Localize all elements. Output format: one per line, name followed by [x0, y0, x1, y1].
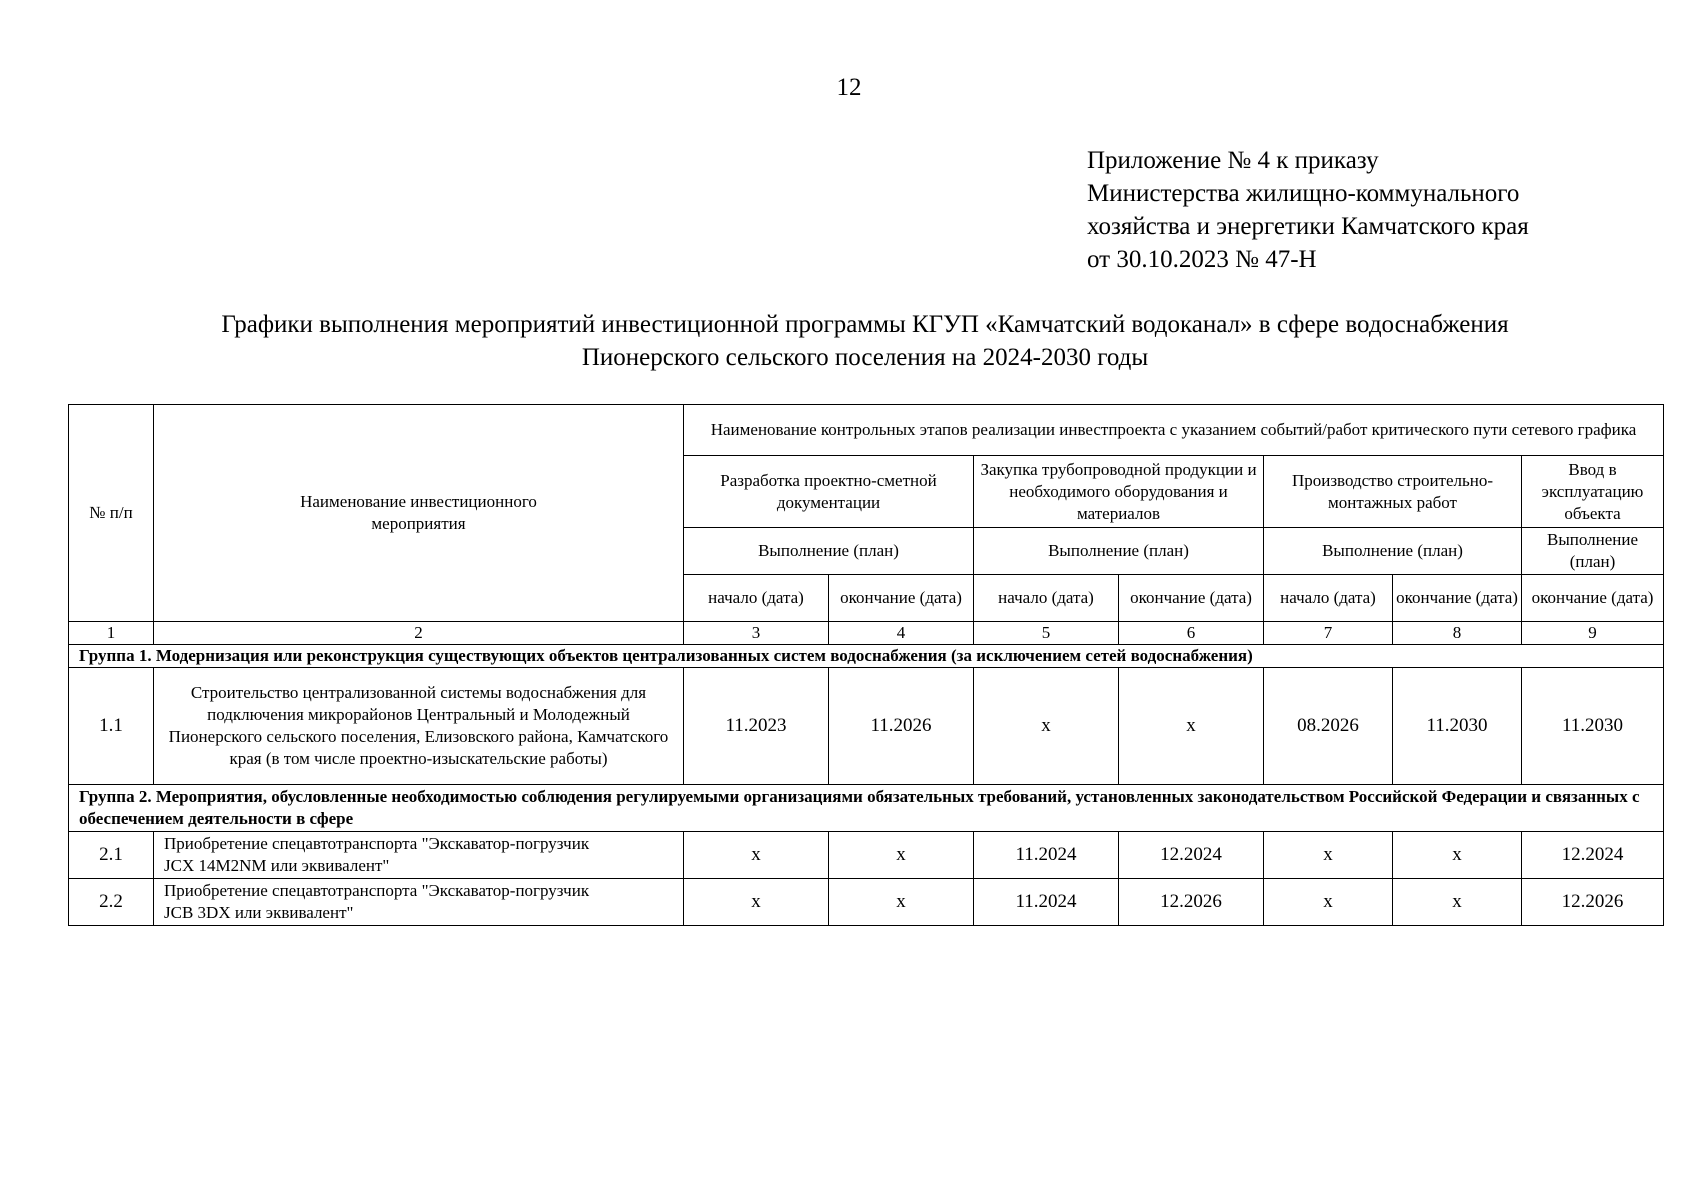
row-name: Приобретение спецавтотранспорта "Экскаватор-погрузчик JCB 3DX или эквивалент": [154, 879, 684, 926]
cell-procurement-start: 11.2024: [974, 879, 1119, 926]
row-number: 2.1: [69, 832, 154, 879]
column-number: 1: [69, 622, 154, 645]
table-row: [69, 668, 1664, 785]
group-2-title: Группа 2. Мероприятия, обусловленные необходимостью соблюдения регулируемыми организациями обязательных требований, установленных законодательством Российской Федерации и связанных с обеспечением деятельности в сфере: [69, 785, 1664, 832]
cell-procurement-end: х: [1119, 668, 1264, 785]
column-number: 9: [1522, 622, 1664, 645]
appendix-line: Министерства жилищно-коммунального: [1087, 180, 1520, 207]
header-end-date: окончание (дата): [1393, 575, 1522, 622]
header-stage-commissioning: Ввод в эксплуатацию объекта: [1522, 456, 1664, 528]
column-number: 4: [829, 622, 974, 645]
column-number: 6: [1119, 622, 1264, 645]
column-number: 3: [684, 622, 829, 645]
cell-construction-start: х: [1264, 879, 1393, 926]
header-execution-plan: Выполнение (план): [684, 528, 974, 575]
row-name: Строительство централизованной системы водоснабжения для подключения микрорайонов Центральный и Молодежный Пионерского сельского поселения, Елизовского района, Камчатского края (в том числе проектно-изыскательские работы): [154, 668, 684, 785]
row-number: 2.2: [69, 879, 154, 926]
schedule-table: [68, 404, 1664, 926]
table-row: [69, 832, 1664, 879]
cell-construction-start: х: [1264, 832, 1393, 879]
column-number: 5: [974, 622, 1119, 645]
header-stage-procurement: Закупка трубопроводной продукции и необходимого оборудования и материалов: [974, 456, 1264, 528]
cell-design-start: х: [684, 832, 829, 879]
header-stage-construction: Производство строительно-монтажных работ: [1264, 456, 1522, 528]
cell-commissioning-end: 11.2030: [1522, 668, 1664, 785]
document-title: [0, 308, 1698, 374]
header-start-date: начало (дата): [684, 575, 829, 622]
header-name: Наименование инвестиционного мероприятия: [154, 405, 684, 622]
cell-commissioning-end: 12.2024: [1522, 832, 1664, 879]
cell-design-end: х: [829, 879, 974, 926]
column-number: 8: [1393, 622, 1522, 645]
cell-design-end: х: [829, 832, 974, 879]
cell-design-start: х: [684, 879, 829, 926]
page-number: 12: [836, 74, 862, 101]
header-num: № п/п: [69, 405, 154, 622]
cell-construction-start: 08.2026: [1264, 668, 1393, 785]
row-number: 1.1: [69, 668, 154, 785]
cell-construction-end: х: [1393, 879, 1522, 926]
appendix-block: [1087, 144, 1529, 276]
cell-procurement-start: 11.2024: [974, 832, 1119, 879]
cell-procurement-start: х: [974, 668, 1119, 785]
header-start-date: начало (дата): [1264, 575, 1393, 622]
appendix-line: от 30.10.2023 № 47-Н: [1087, 246, 1317, 273]
cell-construction-end: 11.2030: [1393, 668, 1522, 785]
header-end-date: окончание (дата): [829, 575, 974, 622]
cell-procurement-end: 12.2024: [1119, 832, 1264, 879]
header-execution-plan: Выполнение (план): [1264, 528, 1522, 575]
table-row: [69, 879, 1664, 926]
cell-construction-end: х: [1393, 832, 1522, 879]
appendix-line: хозяйства и энергетики Камчатского края: [1087, 213, 1529, 240]
cell-commissioning-end: 12.2026: [1522, 879, 1664, 926]
group-1-title: Группа 1. Модернизация или реконструкция существующих объектов централизованных систем водоснабжения (за исключением сетей водоснабжения): [69, 645, 1664, 668]
appendix-line: Приложение № 4 к приказу: [1087, 147, 1379, 174]
title-line: Графики выполнения мероприятий инвестиционной программы КГУП «Камчатский водоканал» в сфере водоснабжения: [221, 311, 1509, 338]
header-stages: Наименование контрольных этапов реализации инвестпроекта с указанием событий/работ критического пути сетевого графика: [684, 405, 1664, 456]
header-start-date: начало (дата): [974, 575, 1119, 622]
header-stage-design: Разработка проектно-сметной документации: [684, 456, 974, 528]
column-number: 2: [154, 622, 684, 645]
header-end-date: окончание (дата): [1522, 575, 1664, 622]
header-end-date: окончание (дата): [1119, 575, 1264, 622]
title-line: Пионерского сельского поселения на 2024-2030 годы: [581, 344, 1149, 371]
column-number-row: [69, 622, 1664, 645]
column-number: 7: [1264, 622, 1393, 645]
cell-design-end: 11.2026: [829, 668, 974, 785]
header-execution-plan: Выполнение (план): [974, 528, 1264, 575]
row-name: Приобретение спецавтотранспорта "Экскаватор-погрузчик JCX 14M2NM или эквивалент": [154, 832, 684, 879]
header-execution-plan: Выполнение (план): [1522, 528, 1664, 575]
cell-design-start: 11.2023: [684, 668, 829, 785]
cell-procurement-end: 12.2026: [1119, 879, 1264, 926]
